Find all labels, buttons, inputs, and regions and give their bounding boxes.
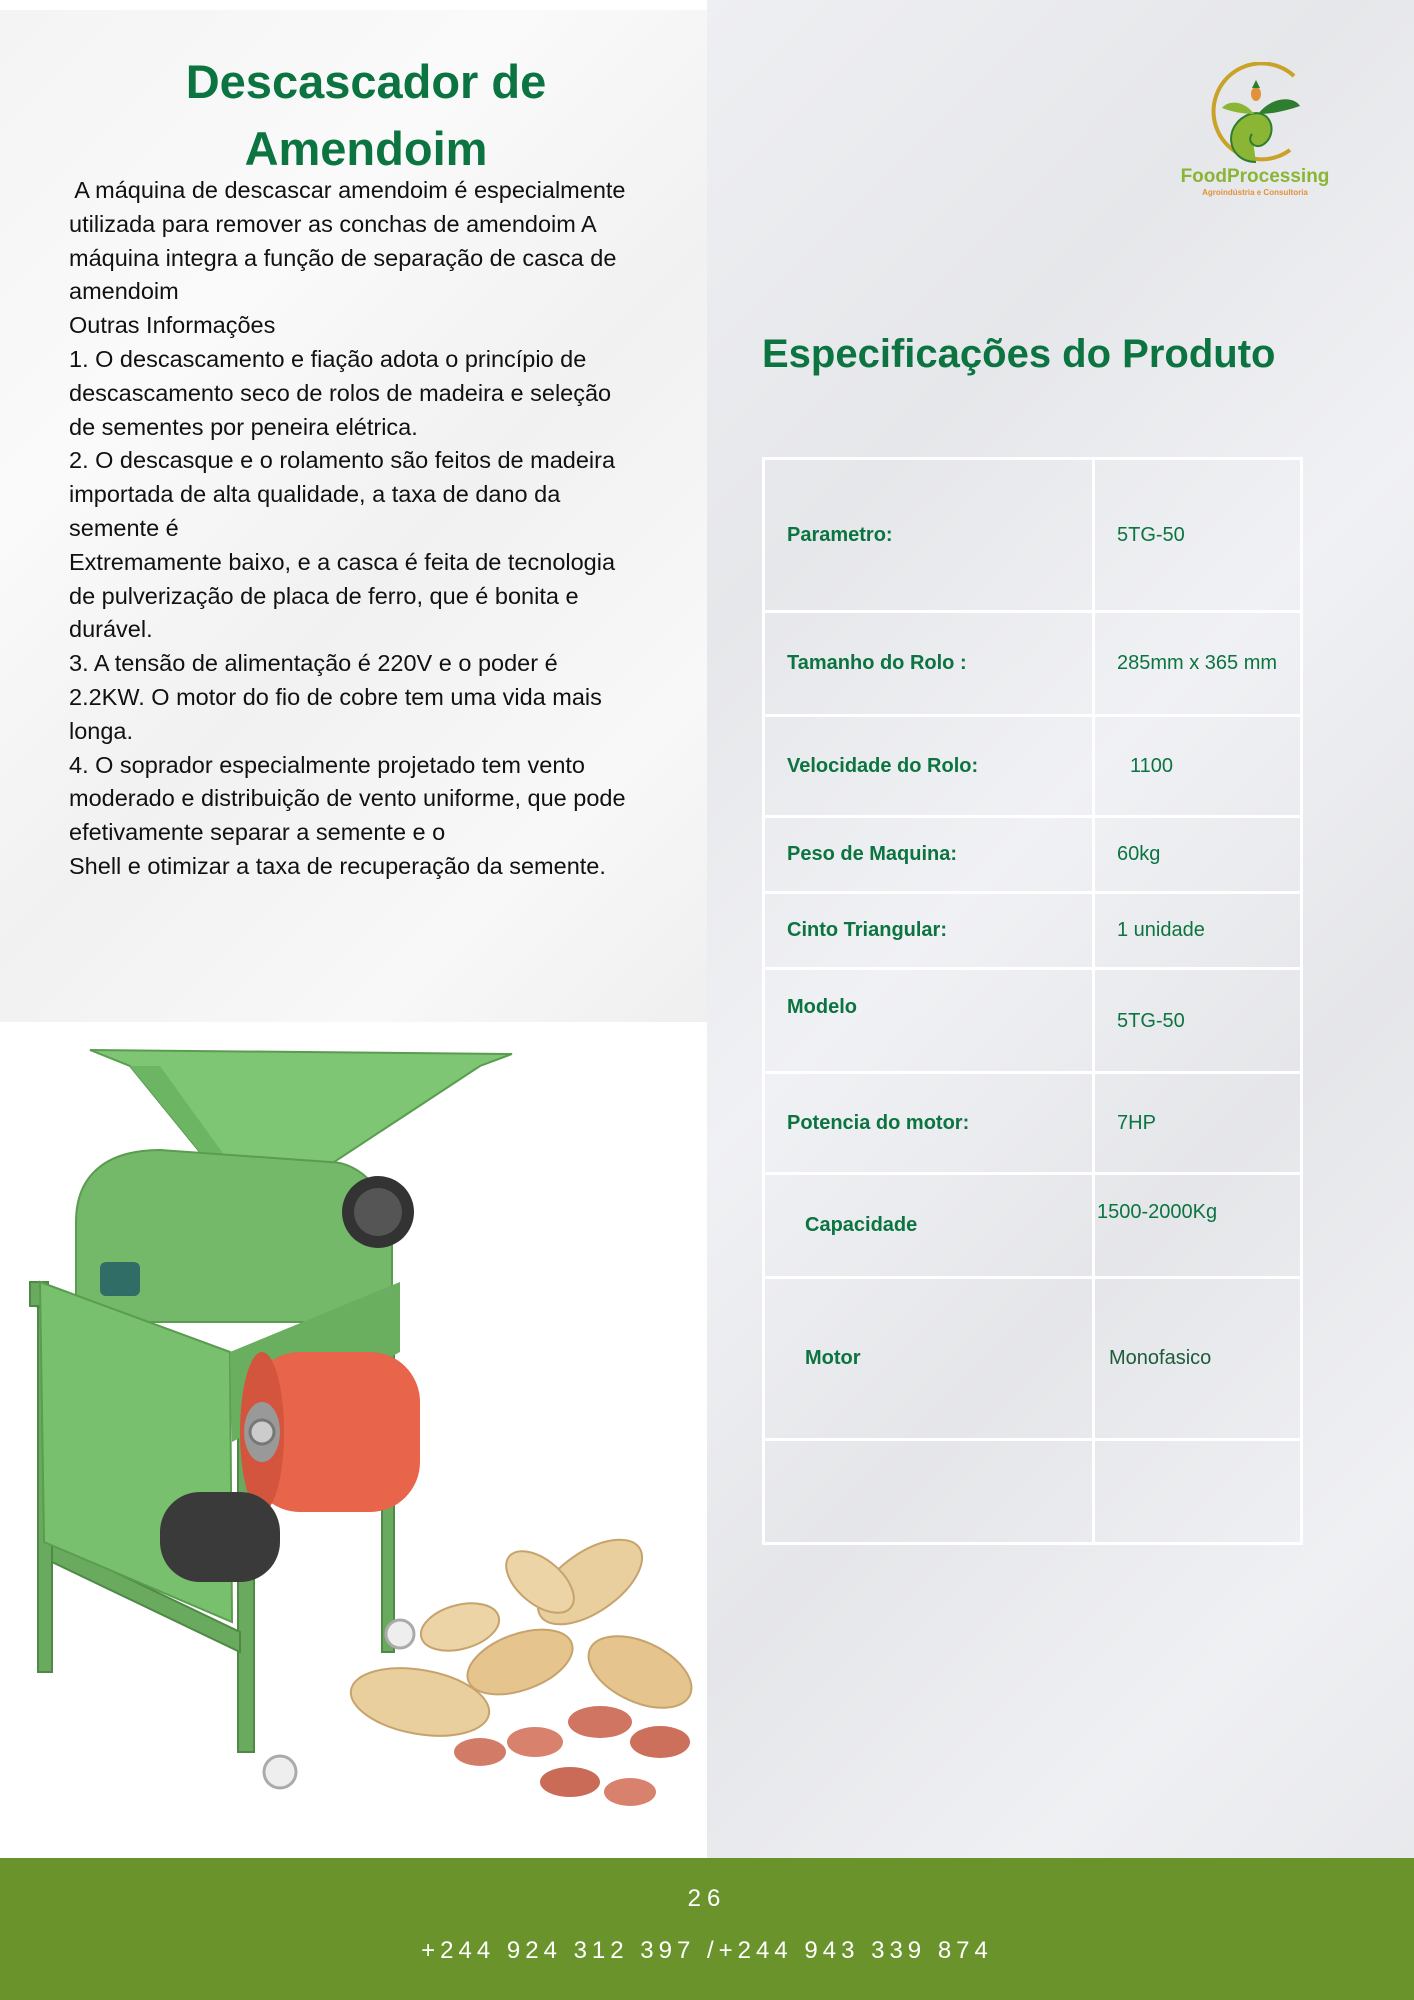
logo-mark-icon [1160,62,1350,166]
spec-label: Velocidade do Rolo: [764,716,1094,817]
table-row [764,612,1302,716]
table-row [764,893,1302,969]
spec-label: Capacidade [764,1174,1094,1278]
spec-value: 1 unidade [1094,893,1302,969]
peanut-sheller-illustration [0,1022,707,1858]
company-logo [1160,62,1350,202]
spec-value: 285mm x 365 mm [1094,612,1302,716]
logo-subtitle: Agroindústria e Consultoria [1202,188,1308,197]
description-line: Shell e otimizar a taxa de recuperação da semente. [69,852,606,879]
contact-phones: +244 924 312 397 /+244 943 339 874 [421,1937,993,1964]
document-title [60,48,672,182]
spec-label: Peso de Maquina: [764,817,1094,893]
product-image [0,1022,707,1858]
description-line: durável. [69,616,153,643]
spec-value: 1500-2000Kg [1094,1174,1302,1278]
description-line: 1. O descascamento e fiação adota o princípio de [69,345,587,372]
description-line: máquina integra a função de separação de casca de [69,244,617,271]
logo-name: FoodProcessing [1180,166,1330,187]
table-row [764,459,1302,612]
spec-value: Monofasico [1094,1278,1302,1440]
spec-value: 5TG-50 [1094,969,1302,1073]
description-line: moderado e distribuição de vento uniforme, que pode [69,785,626,812]
table-row [764,716,1302,817]
spec-table [762,457,1303,1545]
spec-label: Parametro: [764,459,1094,612]
table-row [764,969,1302,1073]
description-line: longa. [69,717,134,744]
description-line: Outras Informações [69,312,276,339]
spec-value: 1100 [1094,716,1302,817]
machine-drum [76,1150,392,1322]
spec-value [1094,1440,1302,1544]
spec-value: 5TG-50 [1094,459,1302,612]
spec-label: Modelo [764,969,1094,1073]
machine-roller [240,1352,420,1512]
table-row [764,1440,1302,1544]
description-line: de pulverização de placa de ferro, que é bonita e [69,582,579,609]
spec-label [764,1440,1094,1544]
description-line: importada de alta qualidade, a taxa de dano da [69,481,561,508]
peanuts-pile [346,1523,703,1806]
description-line: efetivamente separar a semente e o [69,819,446,846]
description-line: 3. A tensão de alimentação é 220V e o poder é [69,650,558,677]
page-number: 26 [687,1885,727,1912]
spec-title: Especificações do Produto [762,332,1276,376]
description-line: Extremamente baixo, e a casca é feita de tecnologia [69,548,616,575]
table-row [764,817,1302,893]
description-text [69,174,669,884]
table-row [764,1174,1302,1278]
description-line: A máquina de descascar amendoim é especialmente [69,177,626,203]
spec-label: Tamanho do Rolo : [764,612,1094,716]
description-line: 4. O soprador especialmente projetado tem vento [69,751,585,778]
description-line: de sementes por peneira elétrica. [69,413,418,440]
description-line: 2. O descasque e o rolamento são feitos de madeira [69,447,616,474]
description-line: amendoim [69,278,179,305]
spec-value: 7HP [1094,1073,1302,1174]
description-line: semente é [69,514,179,541]
footer [0,1858,1414,2000]
title-line-2: Amendoim [244,122,488,175]
description-line: descascamento seco de rolos de madeira e seleção [69,379,612,406]
spec-value: 60kg [1094,817,1302,893]
description-line: utilizada para remover as conchas de amendoim A [69,210,597,237]
description-line: 2.2KW. O motor do fio de cobre tem uma vida mais [69,683,602,710]
spec-label: Cinto Triangular: [764,893,1094,969]
spec-label: Potencia do motor: [764,1073,1094,1174]
spec-label: Motor [764,1278,1094,1440]
title-line-1: Descascador de [185,55,547,108]
table-row [764,1278,1302,1440]
table-row [764,1073,1302,1174]
